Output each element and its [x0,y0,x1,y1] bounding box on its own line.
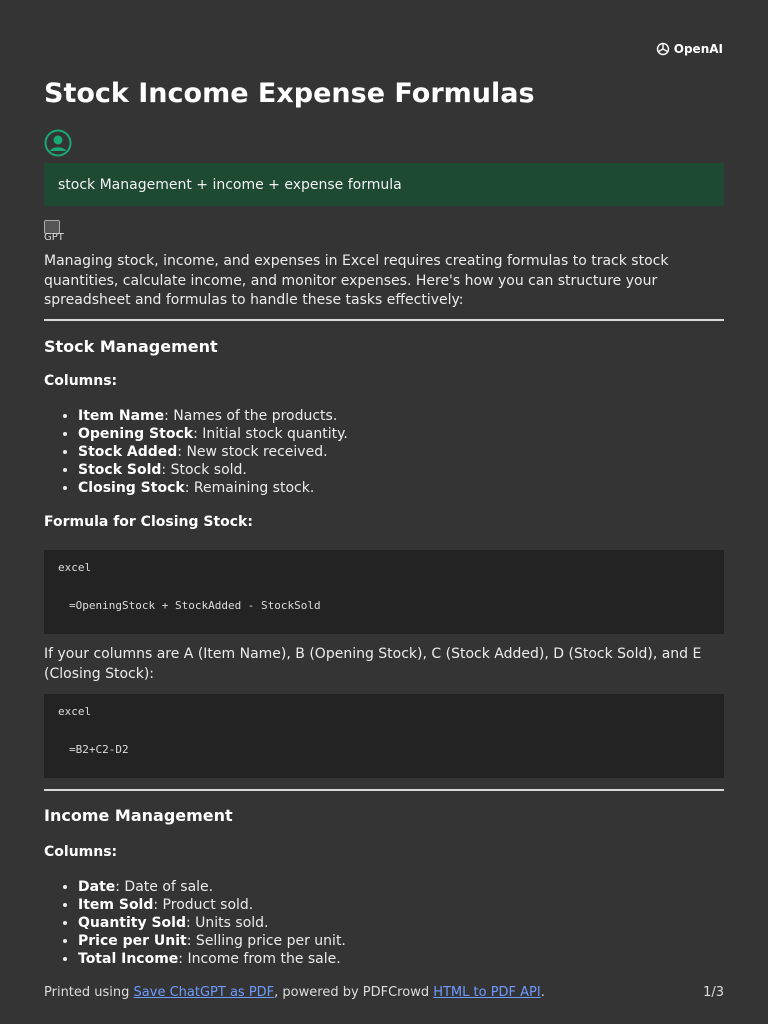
gpt-alt-text: GPT [44,232,64,243]
stock-heading: Stock Management [44,336,218,356]
desc: : Income from the sale. [178,951,341,967]
term: Opening Stock [78,425,194,442]
desc: : Units sold. [186,915,269,931]
html-to-pdf-link[interactable]: HTML to PDF API [433,985,541,1000]
term: Quantity Sold [78,915,186,931]
income-columns-label: Columns: [44,843,118,860]
term: Date [78,879,116,895]
code-block[interactable] [44,694,724,778]
income-columns-list [44,878,724,968]
list-item [78,932,724,950]
openai-icon [655,41,671,57]
intro-paragraph: Managing stock, income, and expenses in Excel requires creating formulas to track stock quantities, calculate income, and monitor expenses. Here's how you can structure your spreadsheet and formulas to handle these tasks effectively: [44,253,669,308]
gpt-avatar-icon [44,220,72,246]
term: Item Name [78,407,165,424]
brand-name: OpenAI [673,42,723,56]
list-item [78,461,724,479]
list-item [78,896,724,914]
desc: : Stock sold. [161,461,247,478]
response-body [44,252,724,968]
save-chatgpt-link[interactable]: Save ChatGPT as PDF [133,985,275,1000]
term: Stock Sold [78,461,162,478]
divider [44,319,724,321]
list-item [78,407,724,425]
code-text: =OpeningStock + StockAdded - StockSold [69,599,321,612]
footer-middle: , powered by PDFCrowd [274,985,434,1000]
user-prompt [44,163,724,206]
footer-prefix: Printed using [44,985,134,1000]
term: Total Income [78,951,179,967]
desc: : Initial stock quantity. [193,425,348,442]
list-item [78,950,724,968]
stock-columns-list [44,407,724,497]
desc: : Remaining stock. [184,479,315,496]
list-item [78,914,724,932]
code-language: excel [58,561,92,574]
list-item [78,425,724,443]
list-item [78,479,724,497]
openai-logo [655,41,723,57]
desc: : Names of the products. [164,407,338,424]
term: Closing Stock [78,479,185,496]
page-title: Stock Income Expense Formulas [44,78,535,109]
term: Price per Unit [78,933,187,949]
code-language: excel [58,705,92,718]
footer-suffix: . [540,985,545,1000]
formula-label: Formula for Closing Stock: [44,513,253,530]
user-avatar-icon [44,129,72,157]
desc: : Product sold. [153,897,254,913]
columns-note: If your columns are A (Item Name), B (Opening Stock), C (Stock Added), D (Stock Sold), and E (Closing Stock): [44,646,702,682]
desc: : Selling price per unit. [186,933,346,949]
stock-columns-label: Columns: [44,373,118,389]
code-block[interactable] [44,550,724,634]
desc: : New stock received. [177,443,328,460]
term: Stock Added [78,443,178,460]
print-footer [44,985,724,1000]
code-text: =B2+C2-D2 [69,743,129,756]
divider [44,789,724,791]
desc: : Date of sale. [115,879,214,895]
term: Item Sold [78,897,154,913]
list-item [78,443,724,461]
list-item [78,878,724,896]
user-prompt-text: stock Management + income + expense formula [58,176,402,193]
page-number: 1/3 [703,985,724,1000]
income-heading: Income Management [44,806,233,825]
